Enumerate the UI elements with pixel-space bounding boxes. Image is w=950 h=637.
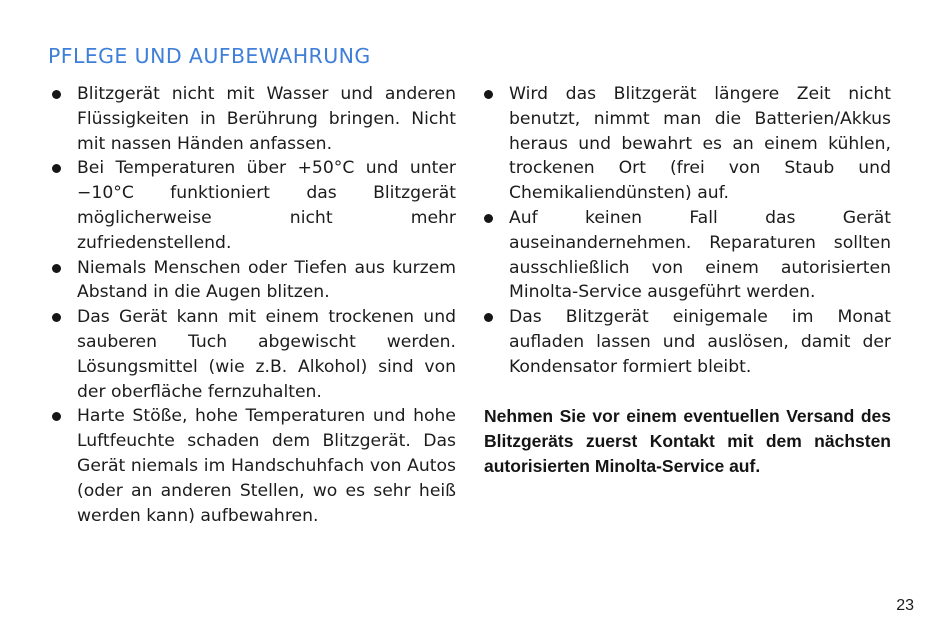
list-item-text: Auf keinen Fall das Gerät auseinandernehmen. Reparaturen sollten ausschließlich von einem autorisierten Minolta-Service ausgeführt werden. (509, 207, 891, 303)
list-item (480, 82, 891, 206)
care-instructions-list-left (48, 82, 456, 528)
list-item-text: Wird das Blitzgerät längere Zeit nicht benutzt, nimmt man die Batterien/Akkus heraus und bewahrt es an einem kühlen, trockenen Ort (frei von Staub und Chemikaliendünsten) auf. (509, 84, 891, 204)
bullet-dot-icon (52, 264, 61, 273)
list-item (480, 305, 891, 379)
list-item-text: Niemals Menschen oder Tiefen aus kurzem Abstand in die Augen blitzen. (77, 257, 456, 303)
shipping-notice: Nehmen Sie vor einem eventuellen Versand des Blitzgeräts zuerst Kontakt mit dem nächsten autorisierten Minolta-Service auf. (484, 406, 891, 476)
bullet-dot-icon (484, 214, 493, 223)
bullet-dot-icon (52, 90, 61, 99)
page-title: PFLEGE UND AUFBEWAHRUNG (48, 44, 371, 68)
list-item-text: Blitzgerät nicht mit Wasser und anderen Flüssigkeiten in Berührung bringen. Nicht mit nassen Händen anfassen. (77, 84, 456, 154)
list-item (48, 256, 456, 306)
list-item-text: Bei Temperaturen über +50°C und unter −10°C funktioniert das Blitzgerät möglicherweise nicht mehr zufriedenstellend. (77, 158, 456, 253)
bullet-dot-icon (52, 164, 61, 173)
list-item-text: Harte Stöße, hohe Temperaturen und hohe Luftfeuchte schaden dem Blitzgerät. Das Gerät niemals im Handschuhfach von Autos (oder an anderen Stellen, wo es sehr heiß werden kann) aufbewahren. (77, 406, 456, 526)
bullet-dot-icon (484, 90, 493, 99)
bullet-dot-icon (484, 313, 493, 322)
care-instructions-list-right (480, 82, 891, 380)
list-item (48, 156, 456, 255)
list-item (480, 206, 891, 305)
page-number: 23 (896, 597, 914, 614)
right-column (480, 82, 891, 380)
left-column (48, 82, 456, 528)
list-item (48, 305, 456, 404)
list-item (48, 404, 456, 528)
bullet-dot-icon (52, 412, 61, 421)
bullet-dot-icon (52, 313, 61, 322)
list-item-text: Das Blitzgerät einigemale im Monat aufladen lassen und auslösen, damit der Kondensator formiert bleibt. (509, 307, 891, 377)
list-item (48, 82, 456, 156)
list-item-text: Das Gerät kann mit einem trockenen und sauberen Tuch abgewischt werden. Lösungsmittel (wie z.B. Alkohol) sind von der oberfläche fernzuhalten. (77, 307, 456, 402)
